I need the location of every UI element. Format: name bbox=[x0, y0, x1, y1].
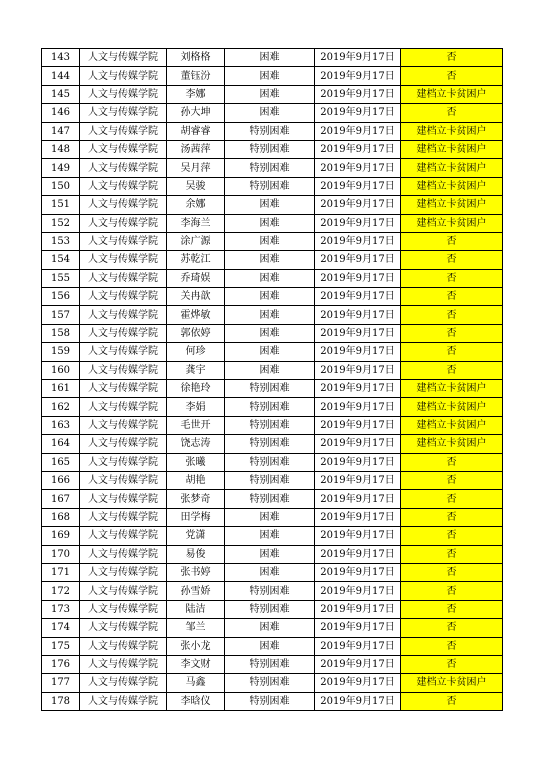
date-cell[interactable]: 2019年9月17日 bbox=[315, 527, 401, 545]
row-number-cell[interactable]: 148 bbox=[42, 140, 80, 158]
table-row bbox=[42, 269, 503, 287]
college-cell[interactable]: 人文与传媒学院 bbox=[80, 85, 167, 103]
college-cell[interactable]: 人文与传媒学院 bbox=[80, 159, 167, 177]
row-number-cell[interactable]: 153 bbox=[42, 232, 80, 250]
difficulty-level-cell[interactable]: 特别困难 bbox=[225, 674, 315, 692]
college-cell[interactable]: 人文与传媒学院 bbox=[80, 471, 167, 489]
date-cell[interactable]: 2019年9月17日 bbox=[315, 343, 401, 361]
difficulty-level-cell[interactable]: 困难 bbox=[225, 563, 315, 581]
difficulty-level-cell[interactable]: 困难 bbox=[225, 361, 315, 379]
date-cell[interactable]: 2019年9月17日 bbox=[315, 214, 401, 232]
college-cell[interactable]: 人文与传媒学院 bbox=[80, 637, 167, 655]
difficulty-level-cell[interactable]: 特别困难 bbox=[225, 380, 315, 398]
row-number-cell[interactable]: 172 bbox=[42, 582, 80, 600]
student-name-cell[interactable]: 马鑫 bbox=[167, 674, 225, 692]
college-cell[interactable]: 人文与传媒学院 bbox=[80, 398, 167, 416]
table-row bbox=[42, 453, 503, 471]
date-cell[interactable]: 2019年9月17日 bbox=[315, 67, 401, 85]
college-cell[interactable]: 人文与传媒学院 bbox=[80, 49, 167, 67]
row-number-cell[interactable]: 178 bbox=[42, 692, 80, 710]
student-name-cell[interactable]: 李海兰 bbox=[167, 214, 225, 232]
row-number-cell[interactable]: 144 bbox=[42, 67, 80, 85]
poverty-status-cell[interactable]: 否 bbox=[401, 655, 503, 673]
table-row bbox=[42, 49, 503, 67]
difficulty-level-cell[interactable]: 特别困难 bbox=[225, 692, 315, 710]
date-cell[interactable]: 2019年9月17日 bbox=[315, 177, 401, 195]
student-name-cell[interactable]: 郭依婷 bbox=[167, 324, 225, 342]
date-cell[interactable]: 2019年9月17日 bbox=[315, 674, 401, 692]
table-row bbox=[42, 324, 503, 342]
table-row bbox=[42, 67, 503, 85]
table-row bbox=[42, 196, 503, 214]
table-row bbox=[42, 655, 503, 673]
table-row bbox=[42, 104, 503, 122]
table-row bbox=[42, 637, 503, 655]
poverty-status-cell[interactable]: 否 bbox=[401, 232, 503, 250]
table-row bbox=[42, 582, 503, 600]
row-number-cell[interactable]: 170 bbox=[42, 545, 80, 563]
date-cell[interactable]: 2019年9月17日 bbox=[315, 251, 401, 269]
date-cell[interactable]: 2019年9月17日 bbox=[315, 85, 401, 103]
student-name-cell[interactable]: 刘格格 bbox=[167, 49, 225, 67]
college-cell[interactable]: 人文与传媒学院 bbox=[80, 67, 167, 85]
difficulty-level-cell[interactable]: 困难 bbox=[225, 637, 315, 655]
date-cell[interactable]: 2019年9月17日 bbox=[315, 453, 401, 471]
table-row bbox=[42, 398, 503, 416]
row-number-cell[interactable]: 176 bbox=[42, 655, 80, 673]
student-name-cell[interactable]: 张小龙 bbox=[167, 637, 225, 655]
table-row bbox=[42, 490, 503, 508]
poverty-status-cell[interactable]: 否 bbox=[401, 563, 503, 581]
row-number-cell[interactable]: 147 bbox=[42, 122, 80, 140]
table-row bbox=[42, 471, 503, 489]
row-number-cell[interactable]: 143 bbox=[42, 49, 80, 67]
student-name-cell[interactable]: 胡睿睿 bbox=[167, 122, 225, 140]
row-number-cell[interactable]: 161 bbox=[42, 380, 80, 398]
college-cell[interactable]: 人文与传媒学院 bbox=[80, 232, 167, 250]
row-number-cell[interactable]: 167 bbox=[42, 490, 80, 508]
table-row bbox=[42, 343, 503, 361]
student-name-cell[interactable]: 汤茜萍 bbox=[167, 140, 225, 158]
poverty-status-cell[interactable]: 否 bbox=[401, 619, 503, 637]
table-row bbox=[42, 380, 503, 398]
student-name-cell[interactable]: 何珍 bbox=[167, 343, 225, 361]
college-cell[interactable]: 人文与传媒学院 bbox=[80, 122, 167, 140]
student-name-cell[interactable]: 霍烨敏 bbox=[167, 306, 225, 324]
row-number-cell[interactable]: 160 bbox=[42, 361, 80, 379]
date-cell[interactable]: 2019年9月17日 bbox=[315, 306, 401, 324]
date-cell[interactable]: 2019年9月17日 bbox=[315, 655, 401, 673]
row-number-cell[interactable]: 159 bbox=[42, 343, 80, 361]
poverty-status-cell[interactable]: 建档立卡贫困户 bbox=[401, 416, 503, 434]
student-name-cell[interactable]: 邹兰 bbox=[167, 619, 225, 637]
table-row bbox=[42, 361, 503, 379]
date-cell[interactable]: 2019年9月17日 bbox=[315, 582, 401, 600]
poverty-status-cell[interactable]: 否 bbox=[401, 490, 503, 508]
poverty-status-cell[interactable]: 建档立卡贫困户 bbox=[401, 140, 503, 158]
row-number-cell[interactable]: 163 bbox=[42, 416, 80, 434]
difficulty-level-cell[interactable]: 困难 bbox=[225, 67, 315, 85]
difficulty-level-cell[interactable]: 困难 bbox=[225, 508, 315, 526]
date-cell[interactable]: 2019年9月17日 bbox=[315, 471, 401, 489]
student-name-cell[interactable]: 余娜 bbox=[167, 196, 225, 214]
row-number-cell[interactable]: 155 bbox=[42, 269, 80, 287]
college-cell[interactable]: 人文与传媒学院 bbox=[80, 361, 167, 379]
college-cell[interactable]: 人文与传媒学院 bbox=[80, 380, 167, 398]
college-cell[interactable]: 人文与传媒学院 bbox=[80, 527, 167, 545]
date-cell[interactable]: 2019年9月17日 bbox=[315, 508, 401, 526]
poverty-status-cell[interactable]: 建档立卡贫困户 bbox=[401, 674, 503, 692]
poverty-status-cell[interactable]: 否 bbox=[401, 453, 503, 471]
row-number-cell[interactable]: 174 bbox=[42, 619, 80, 637]
table-row bbox=[42, 416, 503, 434]
student-name-cell[interactable]: 徐艳玲 bbox=[167, 380, 225, 398]
difficulty-level-cell[interactable]: 特别困难 bbox=[225, 122, 315, 140]
row-number-cell[interactable]: 171 bbox=[42, 563, 80, 581]
difficulty-level-cell[interactable]: 困难 bbox=[225, 306, 315, 324]
difficulty-level-cell[interactable]: 困难 bbox=[225, 85, 315, 103]
row-number-cell[interactable]: 145 bbox=[42, 85, 80, 103]
difficulty-level-cell[interactable]: 困难 bbox=[225, 232, 315, 250]
difficulty-level-cell[interactable]: 困难 bbox=[225, 545, 315, 563]
date-cell[interactable]: 2019年9月17日 bbox=[315, 380, 401, 398]
difficulty-level-cell[interactable]: 困难 bbox=[225, 324, 315, 342]
student-name-cell[interactable]: 乔琦娱 bbox=[167, 269, 225, 287]
difficulty-level-cell[interactable]: 特别困难 bbox=[225, 490, 315, 508]
poverty-status-cell[interactable]: 否 bbox=[401, 692, 503, 710]
student-name-cell[interactable]: 毛世开 bbox=[167, 416, 225, 434]
poverty-status-cell[interactable]: 否 bbox=[401, 343, 503, 361]
student-name-cell[interactable]: 饶志涛 bbox=[167, 435, 225, 453]
college-cell[interactable]: 人文与传媒学院 bbox=[80, 600, 167, 618]
college-cell[interactable]: 人文与传媒学院 bbox=[80, 269, 167, 287]
row-number-cell[interactable]: 158 bbox=[42, 324, 80, 342]
difficulty-level-cell[interactable]: 特别困难 bbox=[225, 159, 315, 177]
difficulty-level-cell[interactable]: 特别困难 bbox=[225, 435, 315, 453]
row-number-cell[interactable]: 150 bbox=[42, 177, 80, 195]
date-cell[interactable]: 2019年9月17日 bbox=[315, 159, 401, 177]
date-cell[interactable]: 2019年9月17日 bbox=[315, 361, 401, 379]
poverty-status-cell[interactable]: 否 bbox=[401, 582, 503, 600]
date-cell[interactable]: 2019年9月17日 bbox=[315, 563, 401, 581]
college-cell[interactable]: 人文与传媒学院 bbox=[80, 288, 167, 306]
difficulty-level-cell[interactable]: 特别困难 bbox=[225, 398, 315, 416]
row-number-cell[interactable]: 154 bbox=[42, 251, 80, 269]
student-name-cell[interactable]: 董钰汾 bbox=[167, 67, 225, 85]
date-cell[interactable]: 2019年9月17日 bbox=[315, 619, 401, 637]
student-name-cell[interactable]: 田学梅 bbox=[167, 508, 225, 526]
difficulty-level-cell[interactable]: 特别困难 bbox=[225, 655, 315, 673]
college-cell[interactable]: 人文与传媒学院 bbox=[80, 140, 167, 158]
college-cell[interactable]: 人文与传媒学院 bbox=[80, 214, 167, 232]
table-row bbox=[42, 563, 503, 581]
poverty-status-cell[interactable]: 否 bbox=[401, 67, 503, 85]
college-cell[interactable]: 人文与传媒学院 bbox=[80, 655, 167, 673]
table-row bbox=[42, 159, 503, 177]
college-cell[interactable]: 人文与传媒学院 bbox=[80, 453, 167, 471]
college-cell[interactable]: 人文与传媒学院 bbox=[80, 582, 167, 600]
table-row bbox=[42, 619, 503, 637]
difficulty-level-cell[interactable]: 困难 bbox=[225, 527, 315, 545]
date-cell[interactable]: 2019年9月17日 bbox=[315, 269, 401, 287]
table-row bbox=[42, 85, 503, 103]
date-cell[interactable]: 2019年9月17日 bbox=[315, 122, 401, 140]
date-cell[interactable]: 2019年9月17日 bbox=[315, 49, 401, 67]
row-number-cell[interactable]: 151 bbox=[42, 196, 80, 214]
difficulty-level-cell[interactable]: 困难 bbox=[225, 196, 315, 214]
difficulty-level-cell[interactable]: 困难 bbox=[225, 619, 315, 637]
poverty-status-cell[interactable]: 否 bbox=[401, 306, 503, 324]
difficulty-level-cell[interactable]: 特别困难 bbox=[225, 582, 315, 600]
student-aid-table bbox=[41, 48, 503, 711]
student-name-cell[interactable]: 李娟 bbox=[167, 398, 225, 416]
poverty-status-cell[interactable]: 否 bbox=[401, 471, 503, 489]
table-row bbox=[42, 527, 503, 545]
difficulty-level-cell[interactable]: 困难 bbox=[225, 269, 315, 287]
row-number-cell[interactable]: 175 bbox=[42, 637, 80, 655]
date-cell[interactable]: 2019年9月17日 bbox=[315, 637, 401, 655]
college-cell[interactable]: 人文与传媒学院 bbox=[80, 545, 167, 563]
date-cell[interactable]: 2019年9月17日 bbox=[315, 140, 401, 158]
poverty-status-cell[interactable]: 否 bbox=[401, 600, 503, 618]
poverty-status-cell[interactable]: 否 bbox=[401, 637, 503, 655]
poverty-status-cell[interactable]: 建档立卡贫困户 bbox=[401, 122, 503, 140]
difficulty-level-cell[interactable]: 特别困难 bbox=[225, 471, 315, 489]
poverty-status-cell[interactable]: 否 bbox=[401, 49, 503, 67]
date-cell[interactable]: 2019年9月17日 bbox=[315, 435, 401, 453]
poverty-status-cell[interactable]: 否 bbox=[401, 527, 503, 545]
poverty-status-cell[interactable]: 建档立卡贫困户 bbox=[401, 398, 503, 416]
poverty-status-cell[interactable]: 建档立卡贫困户 bbox=[401, 380, 503, 398]
difficulty-level-cell[interactable]: 困难 bbox=[225, 343, 315, 361]
poverty-status-cell[interactable]: 否 bbox=[401, 545, 503, 563]
row-number-cell[interactable]: 177 bbox=[42, 674, 80, 692]
difficulty-level-cell[interactable]: 特别困难 bbox=[225, 140, 315, 158]
college-cell[interactable]: 人文与传媒学院 bbox=[80, 490, 167, 508]
table-row bbox=[42, 122, 503, 140]
row-number-cell[interactable]: 156 bbox=[42, 288, 80, 306]
date-cell[interactable]: 2019年9月17日 bbox=[315, 490, 401, 508]
difficulty-level-cell[interactable]: 困难 bbox=[225, 214, 315, 232]
student-name-cell[interactable]: 孙大坤 bbox=[167, 104, 225, 122]
table-row bbox=[42, 232, 503, 250]
college-cell[interactable]: 人文与传媒学院 bbox=[80, 508, 167, 526]
table-row bbox=[42, 306, 503, 324]
college-cell[interactable]: 人文与传媒学院 bbox=[80, 177, 167, 195]
row-number-cell[interactable]: 157 bbox=[42, 306, 80, 324]
table-row bbox=[42, 214, 503, 232]
poverty-status-cell[interactable]: 建档立卡贫困户 bbox=[401, 214, 503, 232]
poverty-status-cell[interactable]: 建档立卡贫困户 bbox=[401, 177, 503, 195]
poverty-status-cell[interactable]: 否 bbox=[401, 288, 503, 306]
date-cell[interactable]: 2019年9月17日 bbox=[315, 398, 401, 416]
table-row bbox=[42, 545, 503, 563]
poverty-status-cell[interactable]: 否 bbox=[401, 269, 503, 287]
table-row bbox=[42, 600, 503, 618]
date-cell[interactable]: 2019年9月17日 bbox=[315, 288, 401, 306]
student-name-cell[interactable]: 苏乾江 bbox=[167, 251, 225, 269]
row-number-cell[interactable]: 168 bbox=[42, 508, 80, 526]
student-name-cell[interactable]: 李文财 bbox=[167, 655, 225, 673]
date-cell[interactable]: 2019年9月17日 bbox=[315, 324, 401, 342]
poverty-status-cell[interactable]: 否 bbox=[401, 104, 503, 122]
difficulty-level-cell[interactable]: 困难 bbox=[225, 288, 315, 306]
college-cell[interactable]: 人文与传媒学院 bbox=[80, 306, 167, 324]
table-row bbox=[42, 251, 503, 269]
student-name-cell[interactable]: 关冉歆 bbox=[167, 288, 225, 306]
row-number-cell[interactable]: 164 bbox=[42, 435, 80, 453]
table-row bbox=[42, 140, 503, 158]
poverty-status-cell[interactable]: 否 bbox=[401, 324, 503, 342]
student-name-cell[interactable]: 易俊 bbox=[167, 545, 225, 563]
student-name-cell[interactable]: 张书婷 bbox=[167, 563, 225, 581]
student-name-cell[interactable]: 李娜 bbox=[167, 85, 225, 103]
college-cell[interactable]: 人文与传媒学院 bbox=[80, 104, 167, 122]
table-row bbox=[42, 692, 503, 710]
college-cell[interactable]: 人文与传媒学院 bbox=[80, 674, 167, 692]
poverty-status-cell[interactable]: 否 bbox=[401, 508, 503, 526]
row-number-cell[interactable]: 165 bbox=[42, 453, 80, 471]
row-number-cell[interactable]: 169 bbox=[42, 527, 80, 545]
college-cell[interactable]: 人文与传媒学院 bbox=[80, 563, 167, 581]
college-cell[interactable]: 人文与传媒学院 bbox=[80, 324, 167, 342]
date-cell[interactable]: 2019年9月17日 bbox=[315, 416, 401, 434]
difficulty-level-cell[interactable]: 困难 bbox=[225, 49, 315, 67]
student-name-cell[interactable]: 龚宇 bbox=[167, 361, 225, 379]
date-cell[interactable]: 2019年9月17日 bbox=[315, 600, 401, 618]
row-number-cell[interactable]: 152 bbox=[42, 214, 80, 232]
poverty-status-cell[interactable]: 建档立卡贫困户 bbox=[401, 159, 503, 177]
poverty-status-cell[interactable]: 建档立卡贫困户 bbox=[401, 85, 503, 103]
table-row bbox=[42, 674, 503, 692]
poverty-status-cell[interactable]: 否 bbox=[401, 361, 503, 379]
student-name-cell[interactable]: 吴骏 bbox=[167, 177, 225, 195]
date-cell[interactable]: 2019年9月17日 bbox=[315, 104, 401, 122]
college-cell[interactable]: 人文与传媒学院 bbox=[80, 416, 167, 434]
table-row bbox=[42, 435, 503, 453]
row-number-cell[interactable]: 146 bbox=[42, 104, 80, 122]
poverty-status-cell[interactable]: 否 bbox=[401, 251, 503, 269]
student-name-cell[interactable]: 孙雪娇 bbox=[167, 582, 225, 600]
student-name-cell[interactable]: 胡艳 bbox=[167, 471, 225, 489]
college-cell[interactable]: 人文与传媒学院 bbox=[80, 435, 167, 453]
college-cell[interactable]: 人文与传媒学院 bbox=[80, 196, 167, 214]
difficulty-level-cell[interactable]: 困难 bbox=[225, 251, 315, 269]
poverty-status-cell[interactable]: 建档立卡贫困户 bbox=[401, 196, 503, 214]
row-number-cell[interactable]: 166 bbox=[42, 471, 80, 489]
student-name-cell[interactable]: 党潇 bbox=[167, 527, 225, 545]
row-number-cell[interactable]: 162 bbox=[42, 398, 80, 416]
student-name-cell[interactable]: 张曦 bbox=[167, 453, 225, 471]
table-row bbox=[42, 508, 503, 526]
row-number-cell[interactable]: 149 bbox=[42, 159, 80, 177]
date-cell[interactable]: 2019年9月17日 bbox=[315, 232, 401, 250]
difficulty-level-cell[interactable]: 特别困难 bbox=[225, 600, 315, 618]
poverty-status-cell[interactable]: 建档立卡贫困户 bbox=[401, 435, 503, 453]
table-row bbox=[42, 288, 503, 306]
date-cell[interactable]: 2019年9月17日 bbox=[315, 196, 401, 214]
college-cell[interactable]: 人文与传媒学院 bbox=[80, 251, 167, 269]
difficulty-level-cell[interactable]: 特别困难 bbox=[225, 453, 315, 471]
college-cell[interactable]: 人文与传媒学院 bbox=[80, 692, 167, 710]
college-cell[interactable]: 人文与传媒学院 bbox=[80, 343, 167, 361]
student-name-cell[interactable]: 吴月萍 bbox=[167, 159, 225, 177]
student-name-cell[interactable]: 张梦奇 bbox=[167, 490, 225, 508]
difficulty-level-cell[interactable]: 特别困难 bbox=[225, 416, 315, 434]
table-body bbox=[42, 49, 503, 711]
row-number-cell[interactable]: 173 bbox=[42, 600, 80, 618]
student-name-cell[interactable]: 陆洁 bbox=[167, 600, 225, 618]
table-row bbox=[42, 177, 503, 195]
difficulty-level-cell[interactable]: 特别困难 bbox=[225, 177, 315, 195]
date-cell[interactable]: 2019年9月17日 bbox=[315, 545, 401, 563]
student-name-cell[interactable]: 涂广源 bbox=[167, 232, 225, 250]
difficulty-level-cell[interactable]: 困难 bbox=[225, 104, 315, 122]
college-cell[interactable]: 人文与传媒学院 bbox=[80, 619, 167, 637]
student-name-cell[interactable]: 李晗仪 bbox=[167, 692, 225, 710]
date-cell[interactable]: 2019年9月17日 bbox=[315, 692, 401, 710]
